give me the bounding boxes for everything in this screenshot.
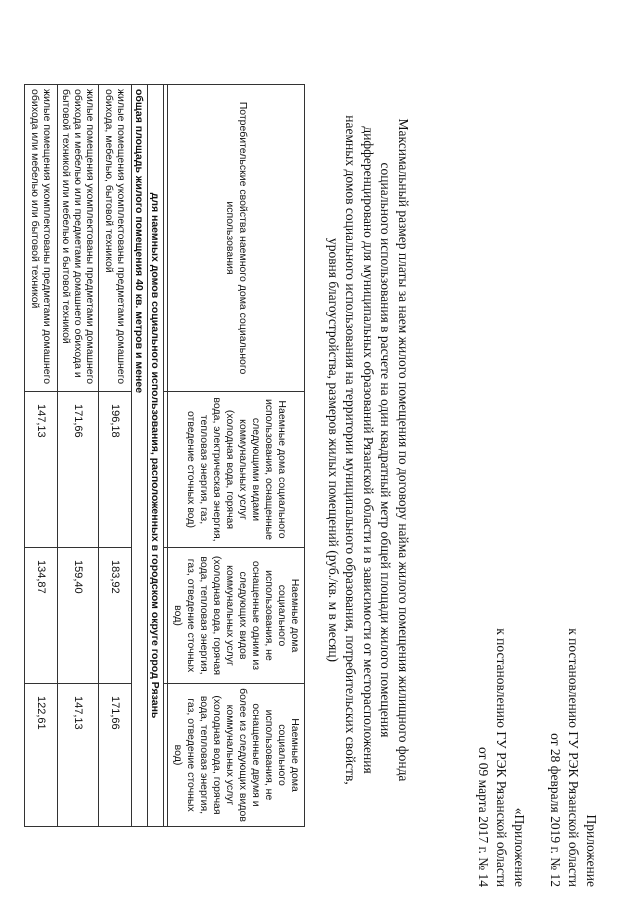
rate-all-utilities: 196,18 bbox=[99, 392, 132, 548]
appendix-header bbox=[474, 507, 600, 887]
rate-missing-one: 183,92 bbox=[99, 548, 132, 684]
previous-resolution-date: от 09 марта 2017 г. № 14 bbox=[476, 746, 491, 887]
table-spacer-row bbox=[164, 85, 168, 827]
rent-rates-table bbox=[24, 84, 305, 827]
heading-line: социального использования в расчете на один квадратный метр общей площади жилого помещения bbox=[378, 162, 394, 738]
previous-appendix-title: «Приложение bbox=[512, 807, 527, 887]
resolution-date: от 28 февраля 2019 г. № 12 bbox=[548, 733, 563, 887]
row-label: жилые помещения укомплектованы предметами домашнего обихода, мебелью, бытовой техникой bbox=[99, 85, 132, 392]
heading-line: уровня благоустройства, размеров жилых помещений (руб./кв. м в месяц) bbox=[325, 237, 341, 663]
heading-line: наемных домов социального использования на территории муниципального образования, потребительских свойств, bbox=[343, 115, 359, 785]
table-header-row bbox=[168, 85, 305, 827]
column-header-all-utilities: Наемные дома социального использования, оснащенные следующими видами коммунальных услуг (холодная вода, горячая вода, электрическая энергия, тепловая энергия, газ, отведение сточных вод) bbox=[168, 392, 305, 548]
table-row bbox=[25, 85, 58, 827]
rate-missing-two: 122,61 bbox=[25, 684, 58, 827]
document-heading bbox=[324, 70, 412, 830]
table-section-row bbox=[148, 85, 164, 827]
rate-missing-one: 159,40 bbox=[58, 548, 99, 684]
table-group-row bbox=[132, 85, 148, 827]
column-header-properties: Потребительские свойства наемного дома социального использования bbox=[168, 85, 305, 392]
rate-all-utilities: 171,66 bbox=[58, 392, 99, 548]
section-title: для наемных домов социального использования, расположенных в городском округе город Рязань bbox=[148, 85, 164, 827]
table-row bbox=[58, 85, 99, 827]
heading-line: дифференцировано для муниципальных образований Рязанской области и в зависимости от месторасположения bbox=[360, 126, 376, 774]
rate-all-utilities: 147,13 bbox=[25, 392, 58, 548]
appendix-title: Приложение bbox=[584, 814, 599, 887]
rate-missing-two: 171,66 bbox=[99, 684, 132, 827]
previous-resolution-reference: к постановлению ГУ РЭК Рязанской области bbox=[494, 628, 509, 887]
table-row bbox=[99, 85, 132, 827]
group-title: общая площадь жилого помещения 40 кв. метров и менее bbox=[132, 85, 148, 827]
row-label: жилые помещения укомплектованы предметами домашнего обихода или мебелью или бытовой техникой bbox=[25, 85, 58, 392]
column-header-missing-one-utility: Наемные дома социального использования, не оснащенные одним из следующих видов коммунальных услуг (холодная вода, горячая вода, тепловая энергия, газ, отведение сточных вод) bbox=[168, 548, 305, 684]
heading-line: Максимальный размер платы за наем жилого помещения по договору найма жилого помещения жилищного фонда bbox=[396, 118, 411, 782]
row-label: жилые помещения укомплектованы предметами домашнего обихода и мебелью или предметами домашнего обихода и бытовой техникой или мебелью и бытовой техникой bbox=[58, 85, 99, 392]
column-header-missing-two-utilities: Наемные дома социального использования, не оснащенные двумя и более из следующих видов коммунальных услуг (холодная вода, горячая вода, тепловая энергия, газ, отведение сточных вод) bbox=[168, 684, 305, 827]
header-spacer bbox=[528, 507, 546, 887]
rate-missing-two: 147,13 bbox=[58, 684, 99, 827]
rate-missing-one: 134,87 bbox=[25, 548, 58, 684]
resolution-reference: к постановлению ГУ РЭК Рязанской области bbox=[566, 628, 581, 887]
